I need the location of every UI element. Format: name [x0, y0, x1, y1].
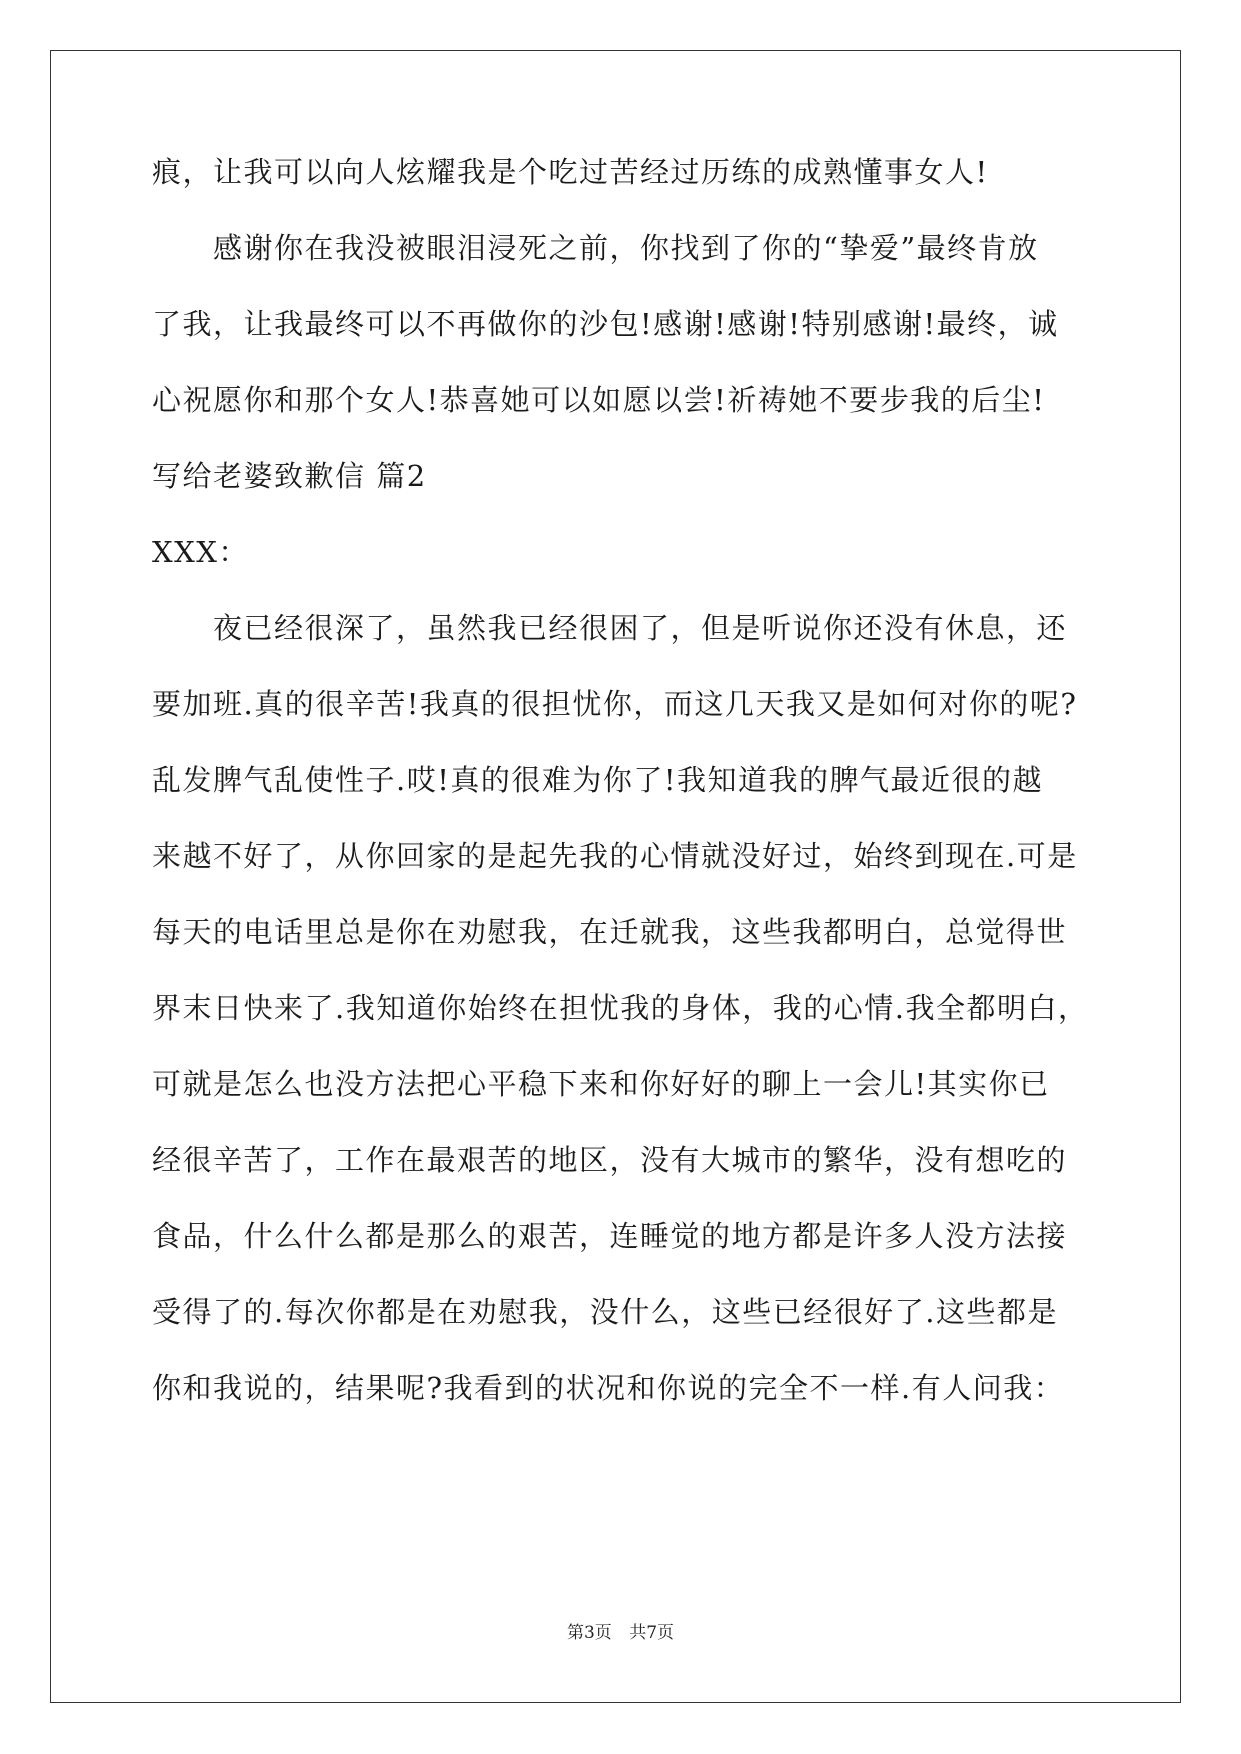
text-line: 食品，什么什么都是那么的艰苦，连睡觉的地方都是许多人没方法接	[152, 1219, 1068, 1253]
text-line: 感谢你在我没被眼泪浸死之前，你找到了你的“挚爱”最终肯放	[213, 231, 1039, 265]
text-line: 来越不好了，从你回家的是起先我的心情就没好过，始终到现在.可是	[152, 839, 1078, 873]
text-line: 夜已经很深了，虽然我已经很困了，但是听说你还没有休息，还	[213, 611, 1068, 645]
page-number: 第3页	[566, 1623, 612, 1643]
text-line: 要加班.真的很辛苦!我真的很担忧你，而这几天我又是如何对你的呢?	[152, 687, 1078, 721]
page-total: 共7页	[629, 1623, 675, 1643]
text-line: 乱发脾气乱使性子.哎!真的很难为你了!我知道我的脾气最近很的越	[152, 763, 1044, 797]
text-line: 经很辛苦了，工作在最艰苦的地区，没有大城市的繁华，没有想吃的	[152, 1143, 1068, 1177]
text-line: 心祝愿你和那个女人!恭喜她可以如愿以尝!祈祷她不要步我的后尘!	[152, 383, 1046, 417]
text-line: 痕，让我可以向人炫耀我是个吃过苦经过历练的成熟懂事女人!	[152, 155, 989, 189]
text-line: 你和我说的，结果呢?我看到的状况和你说的完全不一样.有人问我：	[152, 1371, 1065, 1405]
text-line: 界末日快来了.我知道你始终在担忧我的身体，我的心情.我全都明白，	[152, 991, 1089, 1025]
text-line: 受得了的.每次你都是在劝慰我，没什么，这些已经很好了.这些都是	[152, 1295, 1058, 1329]
text-line: 可就是怎么也没方法把心平稳下来和你好好的聊上一会儿!其实你已	[152, 1067, 1050, 1101]
page-footer	[0, 1622, 1241, 1644]
section-heading: 写给老婆致歉信 篇2	[152, 459, 427, 493]
salutation: XXX：	[152, 535, 249, 569]
page-border	[50, 50, 1181, 1703]
text-line: 每天的电话里总是你在劝慰我，在迁就我，这些我都明白，总觉得世	[152, 915, 1068, 949]
text-line: 了我，让我最终可以不再做你的沙包!感谢!感谢!特别感谢!最终，诚	[152, 307, 1059, 341]
